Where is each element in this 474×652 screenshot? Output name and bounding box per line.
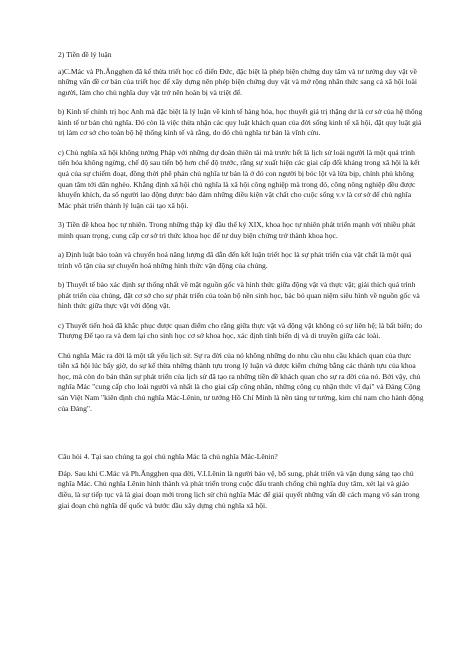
- paragraph-3c: c) Thuyết tiến hoá đã khắc phục được quan điểm cho rằng giữa thực vật và động vật không có sự liên hệ; là bất biến; do Thượng Đế tạo ra và đem lại cho sinh học cơ sở khoa học, xác định tính biến dị và di truyền giữa các loài.: [58, 320, 423, 341]
- section-3-heading: 3) Tiền đề khoa học tự nhiên. Trong những thập kỷ đầu thế kỷ XIX, khoa học tự nhiên phát triển mạnh với nhiều phát minh quan trọng, cung cấp cơ sở tri thức khoa học để tư duy biện chứng trở thành khoa học.: [58, 220, 416, 240]
- question-4: Câu hỏi 4. Tại sao chúng ta gọi chủ nghĩa Mác là chủ nghĩa Mác-Lênin?: [58, 452, 278, 462]
- conclusion-paragraph: Chủ nghĩa Mác ra đời là một tất yếu lịch sử. Sự ra đời của nó không những do nhu cầu nhu cầu khách quan của thực tiễn xã hội lúc bấy giờ, do sự kế thừa những thành tựu trong lý luận và được kiểm chứng bằng các thành tựu của khoa học, mà còn do bản thân sự phát triển của lịch sử đã tạo ra những tiền đề khách quan cho sự ra đời của nó. Bởi vậy, chủ nghĩa Mác "cung cấp cho loài người và nhất là cho giai cấp công nhân, những công cụ nhận thức vĩ đại" và Đảng Cộng sản Việt Nam "kiên định chủ nghĩa Mác-Lênin, tư tưởng Hồ Chí Minh là nền tảng tư tưởng, kim chỉ nam cho hành động của Đảng".: [58, 350, 424, 413]
- paragraph-3b: b) Thuyết tế bào xác định sự thống nhất về mặt nguồn gốc và hình thức giữa động vật và thực vật; giải thích quá trình phát triển của chúng, đặt cơ sở cho sự phát triển của toàn bộ nền sinh học, bác bỏ quan niệm siêu hình về nguồn gốc và hình thức giữa thực vật với động vật.: [58, 280, 420, 311]
- document-page: [58, 50, 424, 520]
- answer-4: Đáp. Sau khi C.Mác và Ph.Ăngghen qua đời, V.I.Lênin là người bảo vệ, bổ sung, phát triển và vận dụng sáng tạo chủ nghĩa Mác. Chủ nghĩa Lênin hình thành và phát triển trong cuộc đấu tranh chống chủ nghĩa duy tâm, xét lại và giáo điều, là sự tiếp tục và là giai đoạn mới trong lịch sử chủ nghĩa Mác để giải quyết những vấn đề cách mạng vô sản trong giai đoạn chủ nghĩa đế quốc và bước đầu xây dựng chủ nghĩa xã hội.: [58, 468, 420, 510]
- paragraph-2a: a)C.Mác và Ph.Ăngghen đã kế thừa triết học cổ điển Đức, đặc biệt là phép biện chứng duy tâm và tư tưởng duy vật về những vấn đề cơ bản của triết học để xây dựng nên phép biện chứng duy vật và mở rộng nhãn thức sang cả xã hội loài người, làm cho chủ nghĩa duy vật trở nên hoàn bị và triệt để.: [58, 66, 417, 97]
- paragraph-2b: b) Kinh tế chính trị học Anh mà đặc biệt là lý luận về kinh tế hàng hóa, học thuyết giá trị thặng dư là cơ sở của hệ thống kinh tế tư bản chủ nghĩa. Đó còn là việc thừa nhận các quy luật khách quan của đời sống kinh tế xã hội, đặt quy luật giá trị làm cơ sở cho toàn bộ hệ thống kinh tế và rằng, do đó chủ nghĩa tư bản là vĩnh cửu.: [58, 107, 423, 138]
- paragraph-2c: c) Chủ nghĩa xã hội không tưởng Pháp với những dự đoán thiên tài mà trước hết là lịch sử loài người là một quá trình tiến hóa không ngừng, chế độ sau tiến bộ hơn chế độ trước, rằng sự xuất hiện các giai cấp đối kháng trong xã hội là kết quả của sự chiếm đoạt, đồng thời phê phán chủ nghĩa tư bản là ở đó con người bị bóc lột và lừa bịp, chính phủ không quan tâm tới dân nghèo. Khẳng định xã hội chủ nghĩa là xã hội công nghiệp mà trong đó, công nông nghiệp đều được khuyến khích, đa số người lao động được bảo đảm những điều kiện vật chất cho cuộc sống v.v là cơ sở để chủ nghĩa Mác phát triển thành lý luận cải tạo xã hội.: [58, 147, 420, 210]
- paragraph-3a: a) Định luật bảo toàn và chuyển hoá năng lượng đã dẫn đến kết luận triết học là sự phát triển của vật chất là một quá trình vô tận của sự chuyển hoá những hình thức vận động của chúng.: [58, 250, 412, 270]
- section-2-heading: 2) Tiền đề lý luận: [58, 50, 112, 59]
